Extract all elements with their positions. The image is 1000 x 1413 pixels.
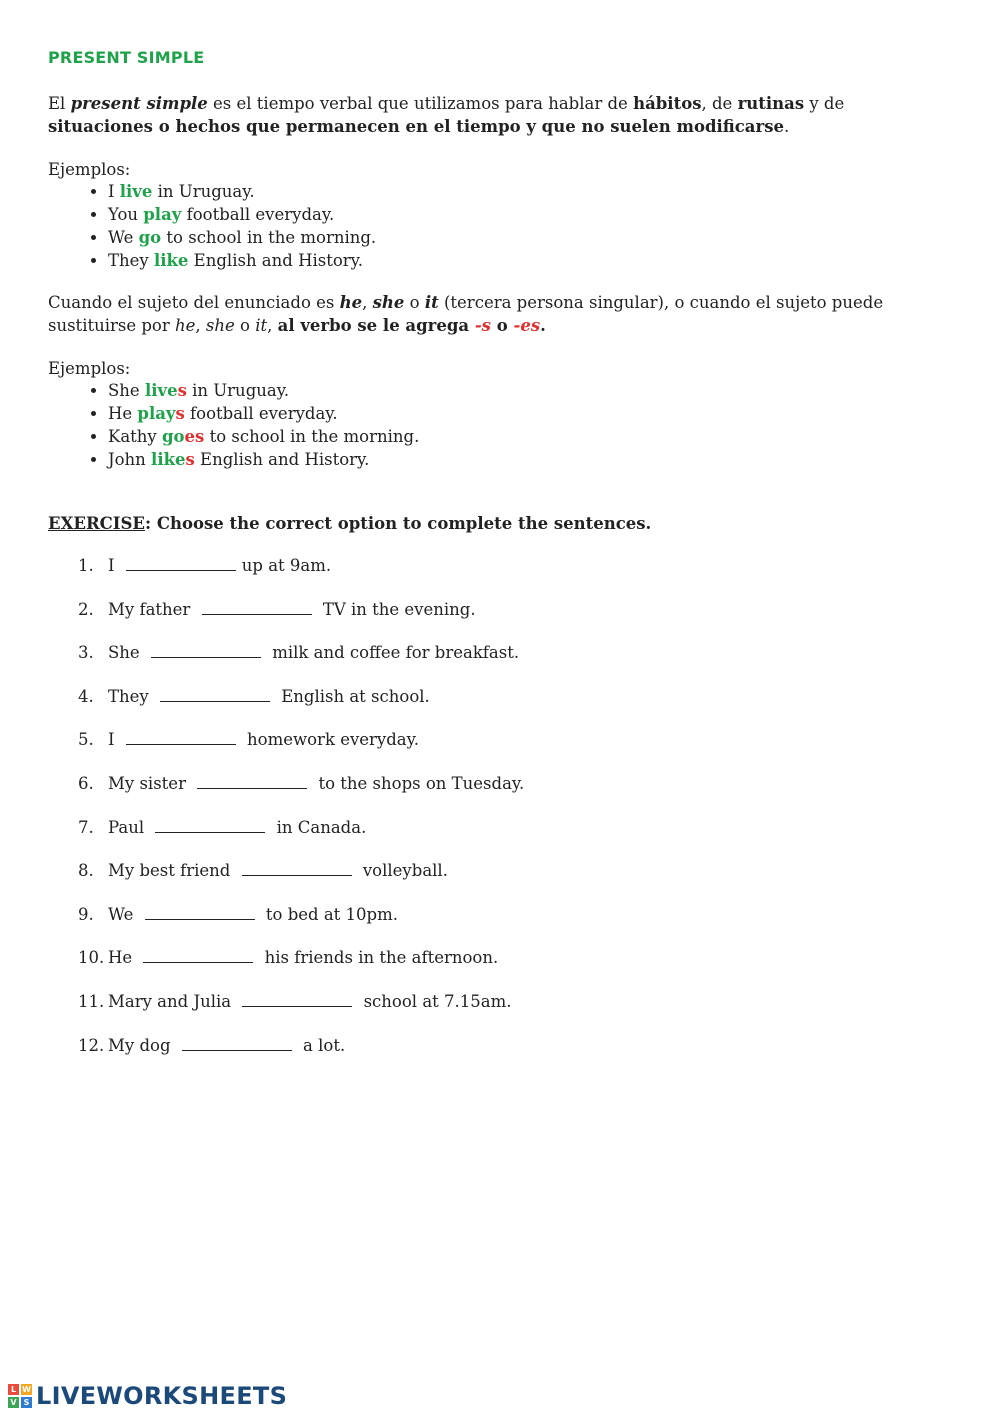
answer-blank[interactable] <box>202 598 312 615</box>
answer-blank[interactable] <box>242 990 352 1007</box>
page-title: PRESENT SIMPLE <box>48 48 205 67</box>
brand-name: LIVEWORKSHEETS <box>36 1382 288 1410</box>
list-item: • They like English and History. <box>108 249 376 272</box>
answer-blank[interactable] <box>155 816 265 833</box>
exercise-heading: EXERCISE: Choose the correct option to complete the sentences. <box>48 514 652 533</box>
answer-blank[interactable] <box>126 554 236 571</box>
logo-blocks-icon: L W V S <box>8 1384 32 1408</box>
examples-label: Ejemplos: <box>48 160 131 179</box>
examples-list-1 <box>60 180 376 272</box>
answer-blank[interactable] <box>197 772 307 789</box>
list-item: • Kathy goes to school in the morning. <box>108 425 419 448</box>
list-item: • You play football everyday. <box>108 203 376 226</box>
answer-blank[interactable] <box>242 859 352 876</box>
list-item: • John likes English and History. <box>108 448 419 471</box>
answer-blank[interactable] <box>126 728 236 745</box>
answer-blank[interactable] <box>160 685 270 702</box>
answer-blank[interactable] <box>145 903 255 920</box>
rule-paragraph: Cuando el sujeto del enunciado es he, she o it (tercera persona singular), o cuando el sujeto puede sustituirse por he, she o it, al verbo se le agrega -s o -es. <box>48 293 884 335</box>
list-item: • She lives in Uruguay. <box>108 379 419 402</box>
list-item: • We go to school in the morning. <box>108 226 376 249</box>
liveworksheets-logo <box>8 1381 287 1411</box>
answer-blank[interactable] <box>151 641 261 658</box>
examples-list-2 <box>60 379 419 471</box>
intro-paragraph: El present simple es el tiempo verbal que utilizamos para hablar de hábitos, de rutinas y de situaciones o hechos que permanecen en el tiempo y que no suelen modificarse. <box>48 94 845 136</box>
list-item: • I live in Uruguay. <box>108 180 376 203</box>
answer-blank[interactable] <box>143 946 253 963</box>
answer-blank[interactable] <box>182 1034 292 1051</box>
list-item: • He plays football everyday. <box>108 402 419 425</box>
examples-label-2: Ejemplos: <box>48 359 131 378</box>
